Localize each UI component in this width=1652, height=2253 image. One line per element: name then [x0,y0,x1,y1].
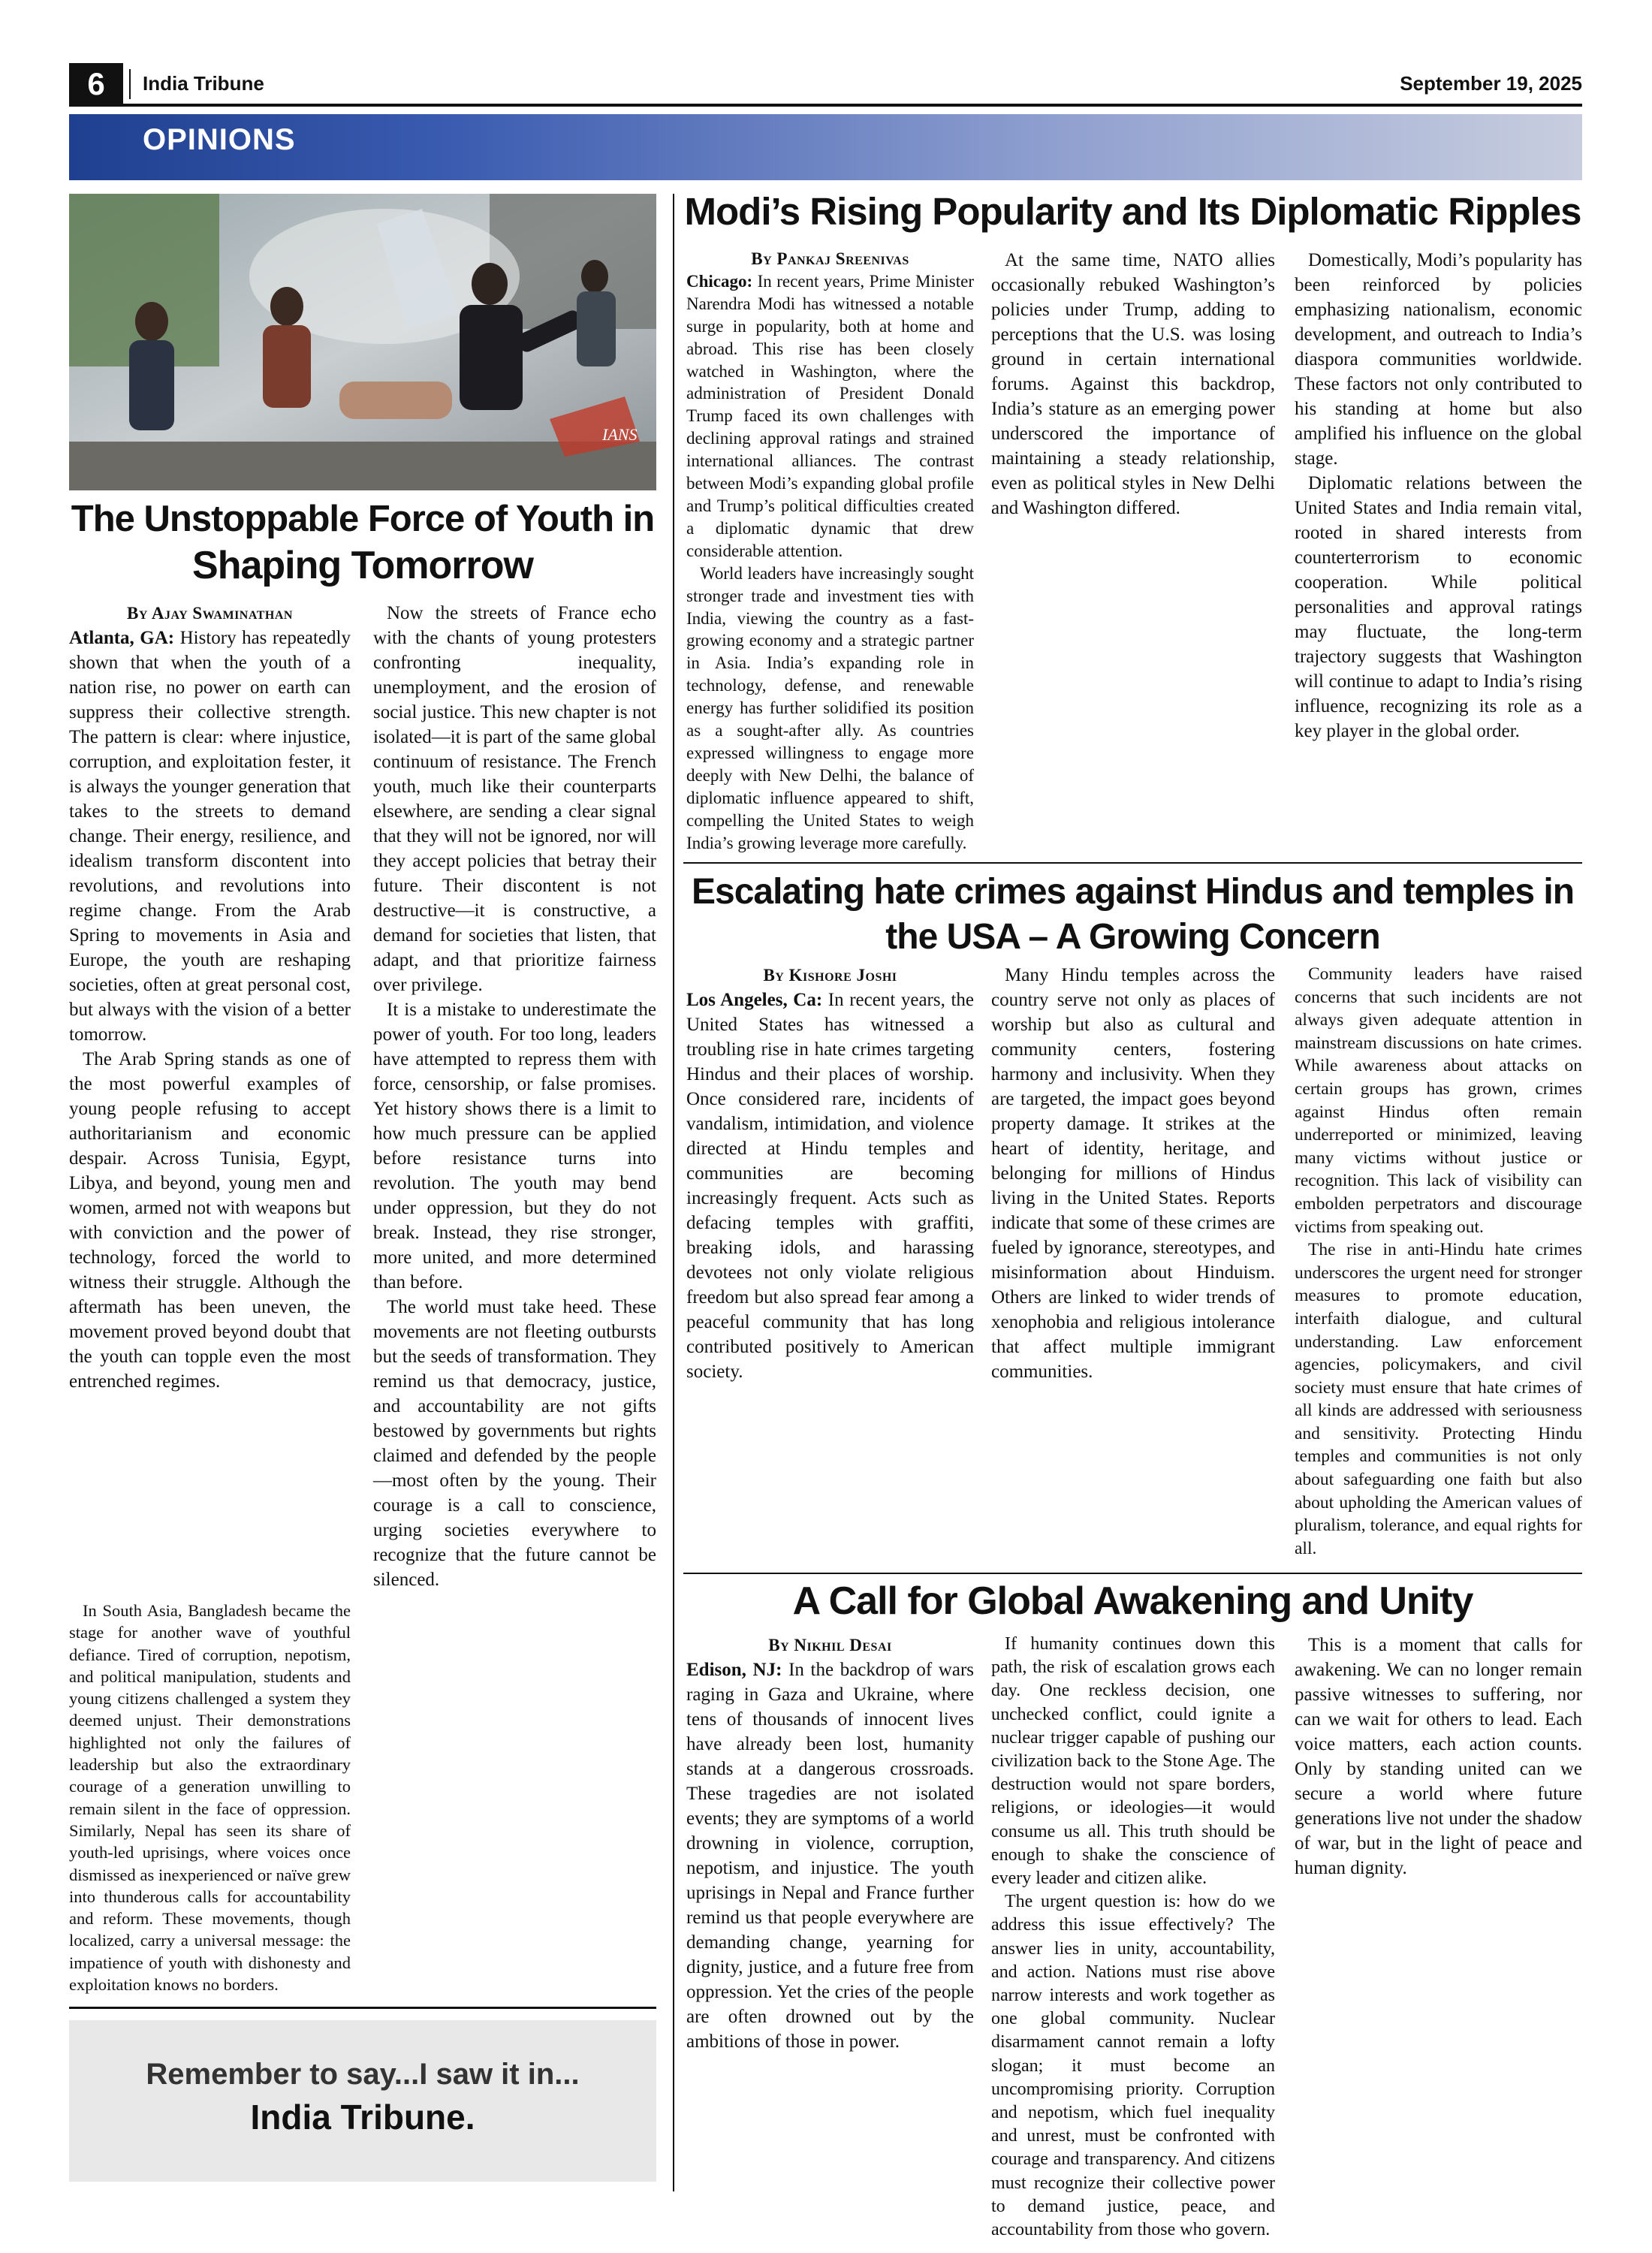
section-banner [69,114,1582,180]
unity-paragraph-3: The urgent question is: how do we address this issue effectively? The answer lies in unity, accountability, and action. Nations must rise above narrow interests and work together as one global community. Nuclear disarmament cannot remain a lofty slogan; it must become an uncompromising priority. Corruption and nepotism, which fuel inequality and unrest, must be confronted with courage and transparency. And citizens must recognize their collective power to demand justice, peace, and accountability from those who govern. [991,1892,1275,2240]
publication-name: India Tribune [143,72,264,95]
unity-paragraph-2: If humanity continues down this path, the risk of escalation grows each day. One reckless decision, one unchecked conflict, could ignite a nuclear trigger capable of pushing our civilization back to the Stone Age. The destruction would not spare borders, religions, or ideologies—it would consume us all. This truth should be enough to shake the conscience of every leader and citizen alike. [991,1634,1275,1889]
hate-byline: By Kishore Joshi [763,966,897,985]
promo-line-1: Remember to say...I saw it in... [146,2058,580,2091]
modi-column-2 [991,248,1275,520]
unity-paragraph-4: This is a moment that calls for awakening. We can no longer remain passive witnesses to suffering, nor can we wait for others to lead. Each voice matters, each action counts. Only by standing united can we secure a world where future generations live not under the shadow of war, but in the light of peace and human dignity. [1295,1635,1582,1878]
modi-dateline: Chicago: [686,271,753,291]
modi-paragraph-2: World leaders have increasingly sought stronger trade and investment ties with India, viewing the country as a fast-growing economy and a strategic partner in Asia. India’s expanding role in technology, defense, and renewable energy has further solidified its position as a sought-after ally. As countries expressed willingness to engage more deeply with New Delhi, the balance of diplomatic influence appeared to shift, compelling the United States to weigh India’s growing leverage more carefully. [686,563,974,852]
promo-rule [69,2007,656,2009]
youth-headline-line1: The Unstoppable Force of Youth in [71,499,655,539]
hate-paragraph-3: Community leaders have raised concerns that such incidents are not always given adequate attention in mainstream discussions on hate crimes. While awareness about attacks on certain groups has grown, crimes against Hindus often remain underreported or minimized, leaving many victims without justice or recognition. This lack of visibility can embolden perpetrators and discourage victims from speaking out. [1295,964,1582,1237]
hate-headline-line2: the USA – A Growing Concern [885,917,1380,957]
page-number: 6 [69,63,123,105]
header-separator [129,69,131,99]
section-divider [673,194,674,2191]
youth-column-1 [69,601,351,1394]
hate-paragraph-2: Many Hindu temples across the country serve not only as places of worship but also as cultural and community centers, fostering harmony and inclusivity. When they are targeted, the impact goes beyond property damage. It strikes at the heart of identity, heritage, and belonging for millions of Hindus living in the United States. Reports indicate that some of these crimes are fueled by ignorance, stereotypes, and misinformation about Hinduism. Others are linked to wider trends of xenophobia and religious intolerance that affect multiple immigrant communities. [991,965,1275,1382]
hate-dateline: Los Angeles, Ca: [686,990,823,1010]
youth-paragraph-4: Now the streets of France echo with the chants of young protesters confronting inequality, unemployment, and the erosion of social justice. This new chapter is not isolated—it is part of the same global continuum of resistance. The French youth, much like their counterparts elsewhere, are sending a clear signal that they will not be ignored, nor will they accept policies that betray their future. Their discontent is not destructive—it is constructive, a demand for societies that listen, that adapt, and that prioritize fairness over privilege. [373,603,656,995]
modi-paragraph-1: Chicago: In recent years, Prime Minister Narendra Modi has witnessed a notable surge in popularity, both at home and abroad. This rise has been closely watched in Washington, where the administration of President Donald Trump faced its own challenges with declining approval ratings and strained international alliances. The contrast between Modi’s expanding global profile and Trump’s political difficulties created a diplomatic dynamic that drew considerable attention. [686,271,974,560]
protest-photo [69,194,656,490]
youth-byline: By Ajay Swaminathan [127,604,293,623]
hate-headline-line1: Escalating hate crimes against Hindus and temples in [691,872,1575,912]
section-title: OPINIONS [143,123,296,156]
youth-column-2 [373,601,656,1592]
issue-date: September 19, 2025 [1400,72,1582,95]
article-rule-1 [683,862,1582,864]
modi-column-1 [686,248,974,854]
unity-column-2 [991,1633,1275,2242]
article-rule-2 [683,1573,1582,1574]
youth-dateline: Atlanta, GA: [69,628,175,648]
youth-headline-line2: Shaping Tomorrow [192,544,533,587]
photo-credit: IANS [602,425,638,444]
youth-column-1b [69,1600,351,1995]
promo-line-2: India Tribune. [250,2098,475,2137]
youth-paragraph-6: The world must take heed. These movements are not fleeting outbursts but the seeds of transformation. They remind us that democracy, justice, and accountability are not gifts bestowed by governments but rights claimed and defended by the people—most often by the young. Their courage is a call to conscience, urging societies everywhere to recognize that the future cannot be silenced. [373,1297,656,1590]
hate-column-2 [991,963,1275,1384]
youth-paragraph-1: Atlanta, GA: History has repeatedly shown that when the youth of a nation rise, no power on earth can suppress their collective strength. The pattern is clear: where injustice, corruption, and exploitation fester, it is always the younger generation that takes to the streets to demand change. Their energy, resilience, and idealism transform discontent into revolutions, and revolutions into regime change. From the Arab Spring to movements in Asia and Europe, the youth are reshaping societies, often at great personal cost, but always with the vision of a better tomorrow. [69,628,351,1045]
hate-paragraph-1: Los Angeles, Ca: In recent years, the United States has witnessed a troubling rise in hate crimes targeting Hindus and their places of worship. Once considered rare, incidents of vandalism, intimidation, and violence directed at Hindu temples and communities are becoming increasingly frequent. Acts such as defacing temples with graffiti, breaking idols, and harassing devotees not only violate religious freedom but also spread fear among a peaceful community that has long contributed positively to American society. [686,990,974,1382]
unity-column-1 [686,1633,974,2054]
youth-headline [69,496,656,589]
modi-paragraph-3: At the same time, NATO allies occasionally rebuked Washington’s policies under Trump, adding to perceptions that the U.S. was losing ground in certain international forums. Against this backdrop, India’s stature as an emerging power underscored the importance of maintaining a steady relationship, even as political styles in New Delhi and Washington differed. [991,250,1275,518]
modi-paragraph-5: Diplomatic relations between the United States and India remain vital, rooted in shared interests from counterterrorism to economic cooperation. While political personalities and approval ratings may fluctuate, the long-term trajectory suggests that Washington will continue to adapt to India’s rising influence, recognizing its role as a key player in the global order. [1295,473,1582,741]
protest-photo-illustration [69,194,656,490]
hate-column-1 [686,963,974,1384]
unity-headline: A Call for Global Awakening and Unity [792,1579,1473,1623]
unity-byline: By Nikhil Desai [768,1636,892,1654]
modi-headline: Modi’s Rising Popularity and Its Diplomatic Ripples [684,190,1581,233]
hate-column-3 [1295,963,1582,1560]
modi-column-3 [1295,248,1582,743]
unity-dateline: Edison, NJ: [686,1660,782,1680]
hate-headline [683,870,1582,960]
youth-paragraph-3: In South Asia, Bangladesh became the stage for another wave of youthful defiance. Tired of corruption, nepotism, and political manipulation, students and young citizens challenged a system they deemed unjust. Their demonstrations highlighted not only the failures of leadership but also the extraordinary courage of a generation unwilling to remain silent in the face of oppression. Similarly, Nepal has seen its share of youth-led uprisings, where voices once dismissed as inexperienced or naïve grew into thunderous calls for accountability and reform. These movements, though localized, carry a universal message: the impatience of youth with dishonesty and exploitation knows no borders. [69,1601,351,1995]
modi-byline: By Pankaj Sreenivas [751,249,909,268]
header-rule [69,104,1582,107]
unity-paragraph-1: Edison, NJ: In the backdrop of wars raging in Gaza and Ukraine, where tens of thousands of innocent lives have already been lost, humanity stands at a dangerous crossroads. These tragedies are not isolated events; they are symptoms of a world drowning in violence, corruption, nepotism, and injustice. The youth uprisings in Nepal and France further remind us that people everywhere are demanding change, yearning for dignity, justice, and a future free from oppression. Yet the cries of the people are often drowned out by the ambitions of those in power. [686,1660,974,2052]
youth-paragraph-5: It is a mistake to underestimate the power of youth. For too long, leaders have attempted to repress them with force, censorship, or false promises. Yet history shows there is a limit to how much pressure can be applied before resistance turns into revolution. The youth may bend under oppression, but they do not break. Instead, they rise stronger, more united, and more determined than before. [373,1000,656,1292]
youth-paragraph-2: The Arab Spring stands as one of the most powerful examples of young people refusing to accept authoritarianism and economic despair. Across Tunisia, Egypt, Libya, and beyond, young men and women, armed not with weapons but with conviction and the power of technology, forced the world to witness their struggle. Although the aftermath has been uneven, the movement proved beyond doubt that the youth can topple even the most entrenched regimes. [69,1049,351,1392]
modi-paragraph-4: Domestically, Modi’s popularity has been reinforced by policies emphasizing nationalism, economic development, and outreach to India’s diaspora communities worldwide. These factors not only contributed to his standing at home but also amplified his influence on the global stage. [1295,250,1582,469]
hate-paragraph-4: The rise in anti-Hindu hate crimes underscores the urgent need for stronger measures to promote education, interfaith dialogue, and cultural understanding. Law enforcement agencies, policymakers, and civil society must ensure that hate crimes of all kinds are addressed with seriousness and sensitivity. Protecting Hindu temples and communities is not only about safeguarding one faith but also about upholding the American values of pluralism, tolerance, and equal rights for all. [1295,1240,1582,1558]
unity-column-3 [1295,1633,1582,1881]
